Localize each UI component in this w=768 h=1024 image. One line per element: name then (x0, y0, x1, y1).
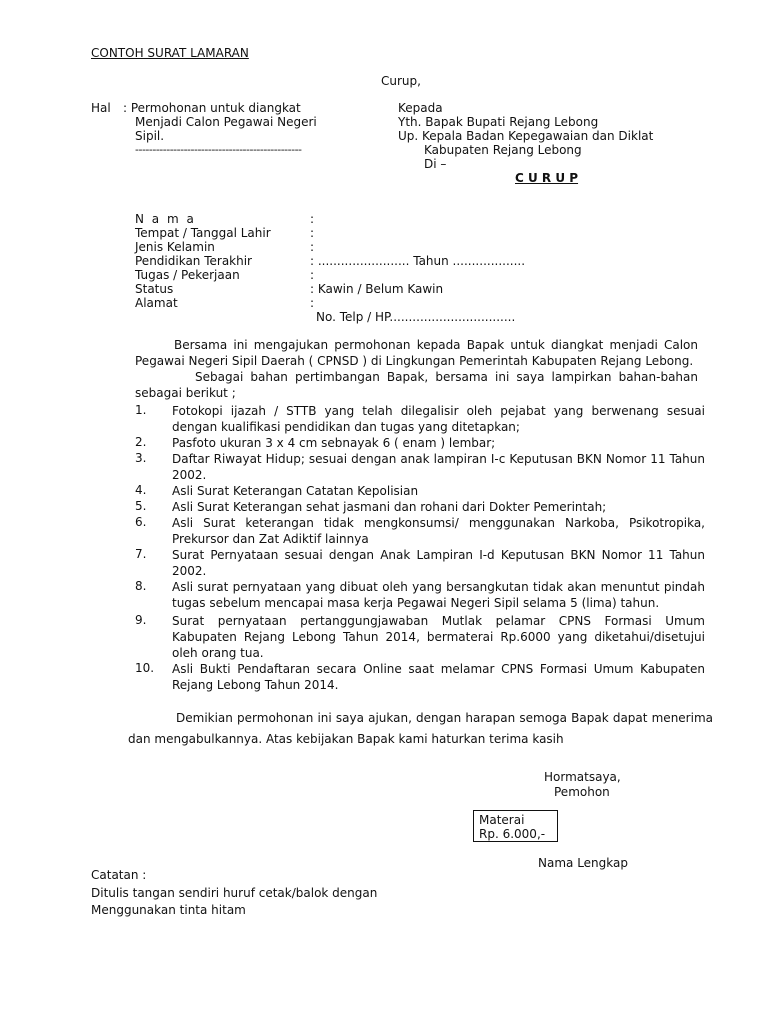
notes-line-1: Ditulis tangan sendiri huruf cetak/balok dengan (91, 886, 378, 900)
field-education-label: Pendidikan Terakhir (135, 254, 252, 268)
list-item: Fotokopi ijazah / STTB yang telah dilegalisir oleh pejabat yang berwenang sesuai dengan kualifikasi pendidikan dan tugas yang ditetapkan; (172, 404, 705, 434)
paragraph-intro: Bersama ini mengajukan permohonan kepada Bapak untuk diangkat menjadi Calon Pegawai Negeri Sipil Daerah ( CPNSD ) di Lingkungan Pemerintah Kabupaten Rejang Lebong. (135, 338, 698, 368)
hal-line-3: Sipil. (135, 129, 165, 143)
signature-greeting: Hormatsaya, (544, 770, 621, 784)
materai-stamp-box (473, 810, 558, 842)
hal-dashes: ------------------------------------------------ (135, 143, 302, 156)
paragraph-attachments: Sebagai bahan pertimbangan Bapak, bersama ini saya lampirkan bahan-bahan sebagai berikut ; (135, 370, 698, 400)
list-item: Asli surat pernyataan yang dibuat oleh yang bersangkutan tidak akan menuntut pindah tugas sebelum mencapai masa kerja Pegawai Negeri Sipil selama 5 (lima) tahun. (172, 580, 705, 610)
list-item: Surat Pernyataan sesuai dengan Anak Lampiran I-d Keputusan BKN Nomor 11 Tahun 2002. (172, 548, 705, 578)
list-number: 10. (135, 661, 155, 675)
list-number: 3. (135, 451, 147, 465)
field-job-value: : (310, 268, 315, 282)
field-education-value: : ........................ Tahun ................... (310, 254, 526, 268)
recipient-city: C U R U P (515, 171, 579, 185)
list-number: 9. (135, 613, 147, 627)
field-gender-label: Jenis Kelamin (135, 240, 215, 254)
field-phone: No. Telp / HP................................. (316, 310, 516, 324)
hal-line-2: Menjadi Calon Pegawai Negeri (135, 115, 317, 129)
materai-amount: Rp. 6.000,- (479, 827, 546, 841)
paragraph-closing: Demikian permohonan ini saya ajukan, dengan harapan semoga Bapak dapat menerima dan mengabulkannya. Atas kebijakan Bapak kami haturkan terima kasih (128, 711, 713, 746)
list-number: 7. (135, 547, 147, 561)
notes-line-2: Menggunakan tinta hitam (91, 903, 246, 917)
recipient-kabupaten: Kabupaten Rejang Lebong (424, 143, 582, 157)
list-number: 5. (135, 499, 147, 513)
list-item: Asli Surat Keterangan Catatan Kepolisian (172, 484, 419, 498)
list-number: 4. (135, 483, 147, 497)
field-address-value: : (310, 296, 315, 310)
recipient-kepada: Kepada (398, 101, 443, 115)
list-item: Asli Surat Keterangan sehat jasmani dan rohani dari Dokter Pemerintah; (172, 500, 607, 514)
field-nama-label: N a m a (135, 212, 196, 226)
list-item: Pasfoto ukuran 3 x 4 cm sebnayak 6 ( enam ) lembar; (172, 436, 496, 450)
list-number: 8. (135, 579, 147, 593)
list-item: Asli Surat keterangan tidak mengkonsumsi/ menggunakan Narkoba, Psikotropika, Prekursor dan Zat Adiktif lainnya (172, 516, 705, 546)
field-ttl-value: : (310, 226, 315, 240)
list-item: Daftar Riwayat Hidup; sesuai dengan anak lampiran I-c Keputusan BKN Nomor 11 Tahun 2002. (172, 452, 705, 482)
document-title: CONTOH SURAT LAMARAN (91, 46, 249, 60)
signature-role: Pemohon (554, 785, 610, 799)
field-ttl-label: Tempat / Tanggal Lahir (135, 226, 271, 240)
recipient-up: Up. Kepala Badan Kepegawaian dan Diklat (398, 129, 654, 143)
field-nama-value: : (310, 212, 315, 226)
materai-label: Materai (479, 813, 525, 827)
field-address-label: Alamat (135, 296, 178, 310)
signature-name: Nama Lengkap (538, 856, 628, 870)
list-item: Asli Bukti Pendaftaran secara Online saat melamar CPNS Formasi Umum Kabupaten Rejang Lebong Tahun 2014. (172, 662, 705, 692)
list-number: 2. (135, 435, 147, 449)
list-number: 6. (135, 515, 147, 529)
field-status-value: : Kawin / Belum Kawin (310, 282, 444, 296)
recipient-yth: Yth. Bapak Bupati Rejang Lebong (398, 115, 599, 129)
list-number: 1. (135, 403, 147, 417)
recipient-di: Di – (424, 157, 447, 171)
field-job-label: Tugas / Pekerjaan (135, 268, 240, 282)
notes-title: Catatan : (91, 868, 147, 882)
list-item: Surat pernyataan pertanggungjawaban Mutlak pelamar CPNS Formasi Umum Kabupaten Rejang Lebong Tahun 2014, bermaterai Rp.6000 yang diketahui/disetujui oleh orang tua. (172, 614, 705, 660)
place-date: Curup, (381, 74, 421, 88)
field-gender-value: : (310, 240, 315, 254)
field-status-label: Status (135, 282, 174, 296)
hal-label: Hal (91, 101, 111, 115)
hal-line-1: : Permohonan untuk diangkat (123, 101, 301, 115)
